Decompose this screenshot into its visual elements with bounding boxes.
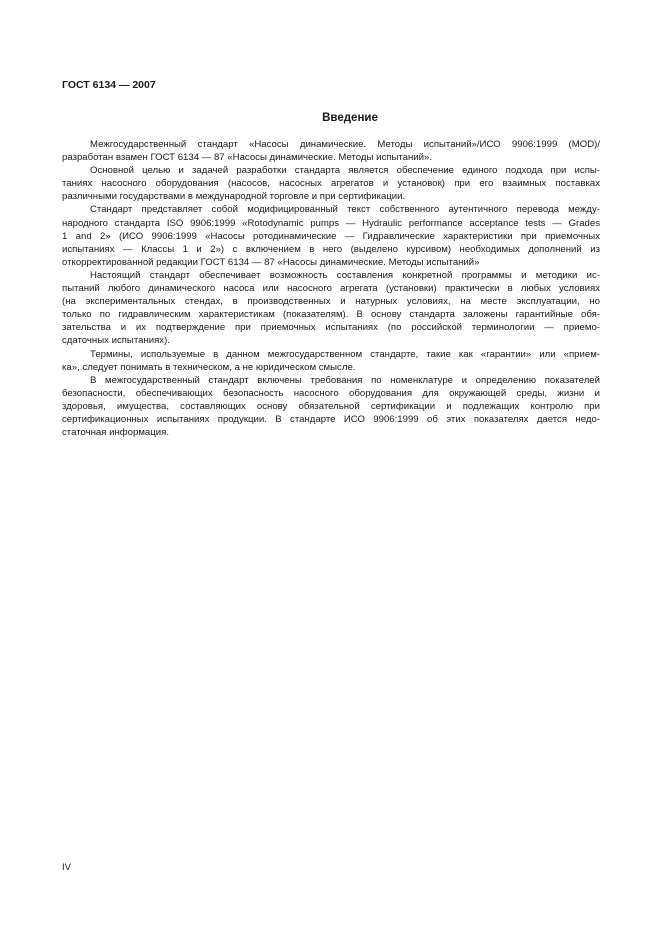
page-number: IV: [62, 862, 72, 873]
text-line: разработан взамен ГОСТ 6134 — 87 «Насосы динамические. Методы испытаний».: [62, 152, 432, 164]
text-line: сертификационных испытаниях продукции. В стандарте ИСО 9906:1999 об этих показателях дается недо-: [62, 413, 600, 425]
text-line: Термины, используемые в данном межгосударственном стандарте, такие как «гарантии» или «прием-: [90, 348, 600, 360]
text-line: только по гидравлическим характеристикам (показателям). В основу стандарта заложены гарантийные обя-: [62, 309, 600, 321]
text-line: Основной целью и задачей разработки стандарта является обеспечение единого подхода при испы-: [90, 165, 600, 177]
text-line: пытаний любого динамического насоса или насосного агрегата (установки) практически в любых условиях: [62, 283, 600, 295]
introduction-body: [62, 138, 600, 439]
text-line: 1 and 2» (ИСО 9906:1999 «Насосы ротодинамические — Гидравлические характеристики при приемочных: [62, 230, 600, 242]
text-line: испытаниях — Классы 1 и 2») с включением в него (выделено курсивом) необходимых дополнений из: [62, 243, 600, 255]
text-line: безопасности, обеспечивающих безопасность насосного оборудования для окружающей среды, жизни и: [62, 387, 600, 399]
text-line: Стандарт представляет собой модифицированный текст собственного аутентичного перевода между-: [90, 204, 600, 216]
text-line: статочная информация.: [62, 427, 169, 439]
text-line: зательства и их подтверждение при приемочных испытаниях (по российской терминологии — приемо-: [62, 322, 600, 334]
section-title: Введение: [322, 112, 378, 124]
text-line: различными государствами в международной торговле и при сертификации.: [62, 191, 406, 203]
text-line: здоровья, имущества, составляющих основу обязательной сертификации и подлежащих контролю при: [62, 400, 600, 412]
text-line: Межгосударственный стандарт «Насосы динамические. Методы испытаний»/ИСО 9906:1999 (MOD)/: [90, 139, 600, 150]
text-line: народного стандарта ISO 9906:1999 «Rotodynamic pumps — Hydraulic performance acceptance tests — Grades: [62, 217, 600, 229]
text-line: ка», следует понимать в техническом, а не юридическом смысле.: [62, 361, 356, 373]
text-line: (на экспериментальных стендах, в производственных и натурных условиях, на месте эксплуатации, но: [62, 296, 600, 308]
text-line: таниях насосного оборудования (насосов, насосных агрегатов и установок) при его взаимных поставках: [62, 178, 600, 190]
text-line: В межгосударственный стандарт включены требования по номенклатуре и определению показателей: [90, 374, 600, 386]
text-line: откорректированной редакции ГОСТ 6134 — 87 «Насосы динамические. Методы испытаний»: [62, 256, 480, 268]
text-line: сдаточных испытаниях).: [62, 335, 170, 347]
text-line: Настоящий стандарт обеспечивает возможность составления конкретной программы и методики ис-: [90, 269, 600, 281]
document-header: ГОСТ 6134 — 2007: [62, 79, 156, 91]
